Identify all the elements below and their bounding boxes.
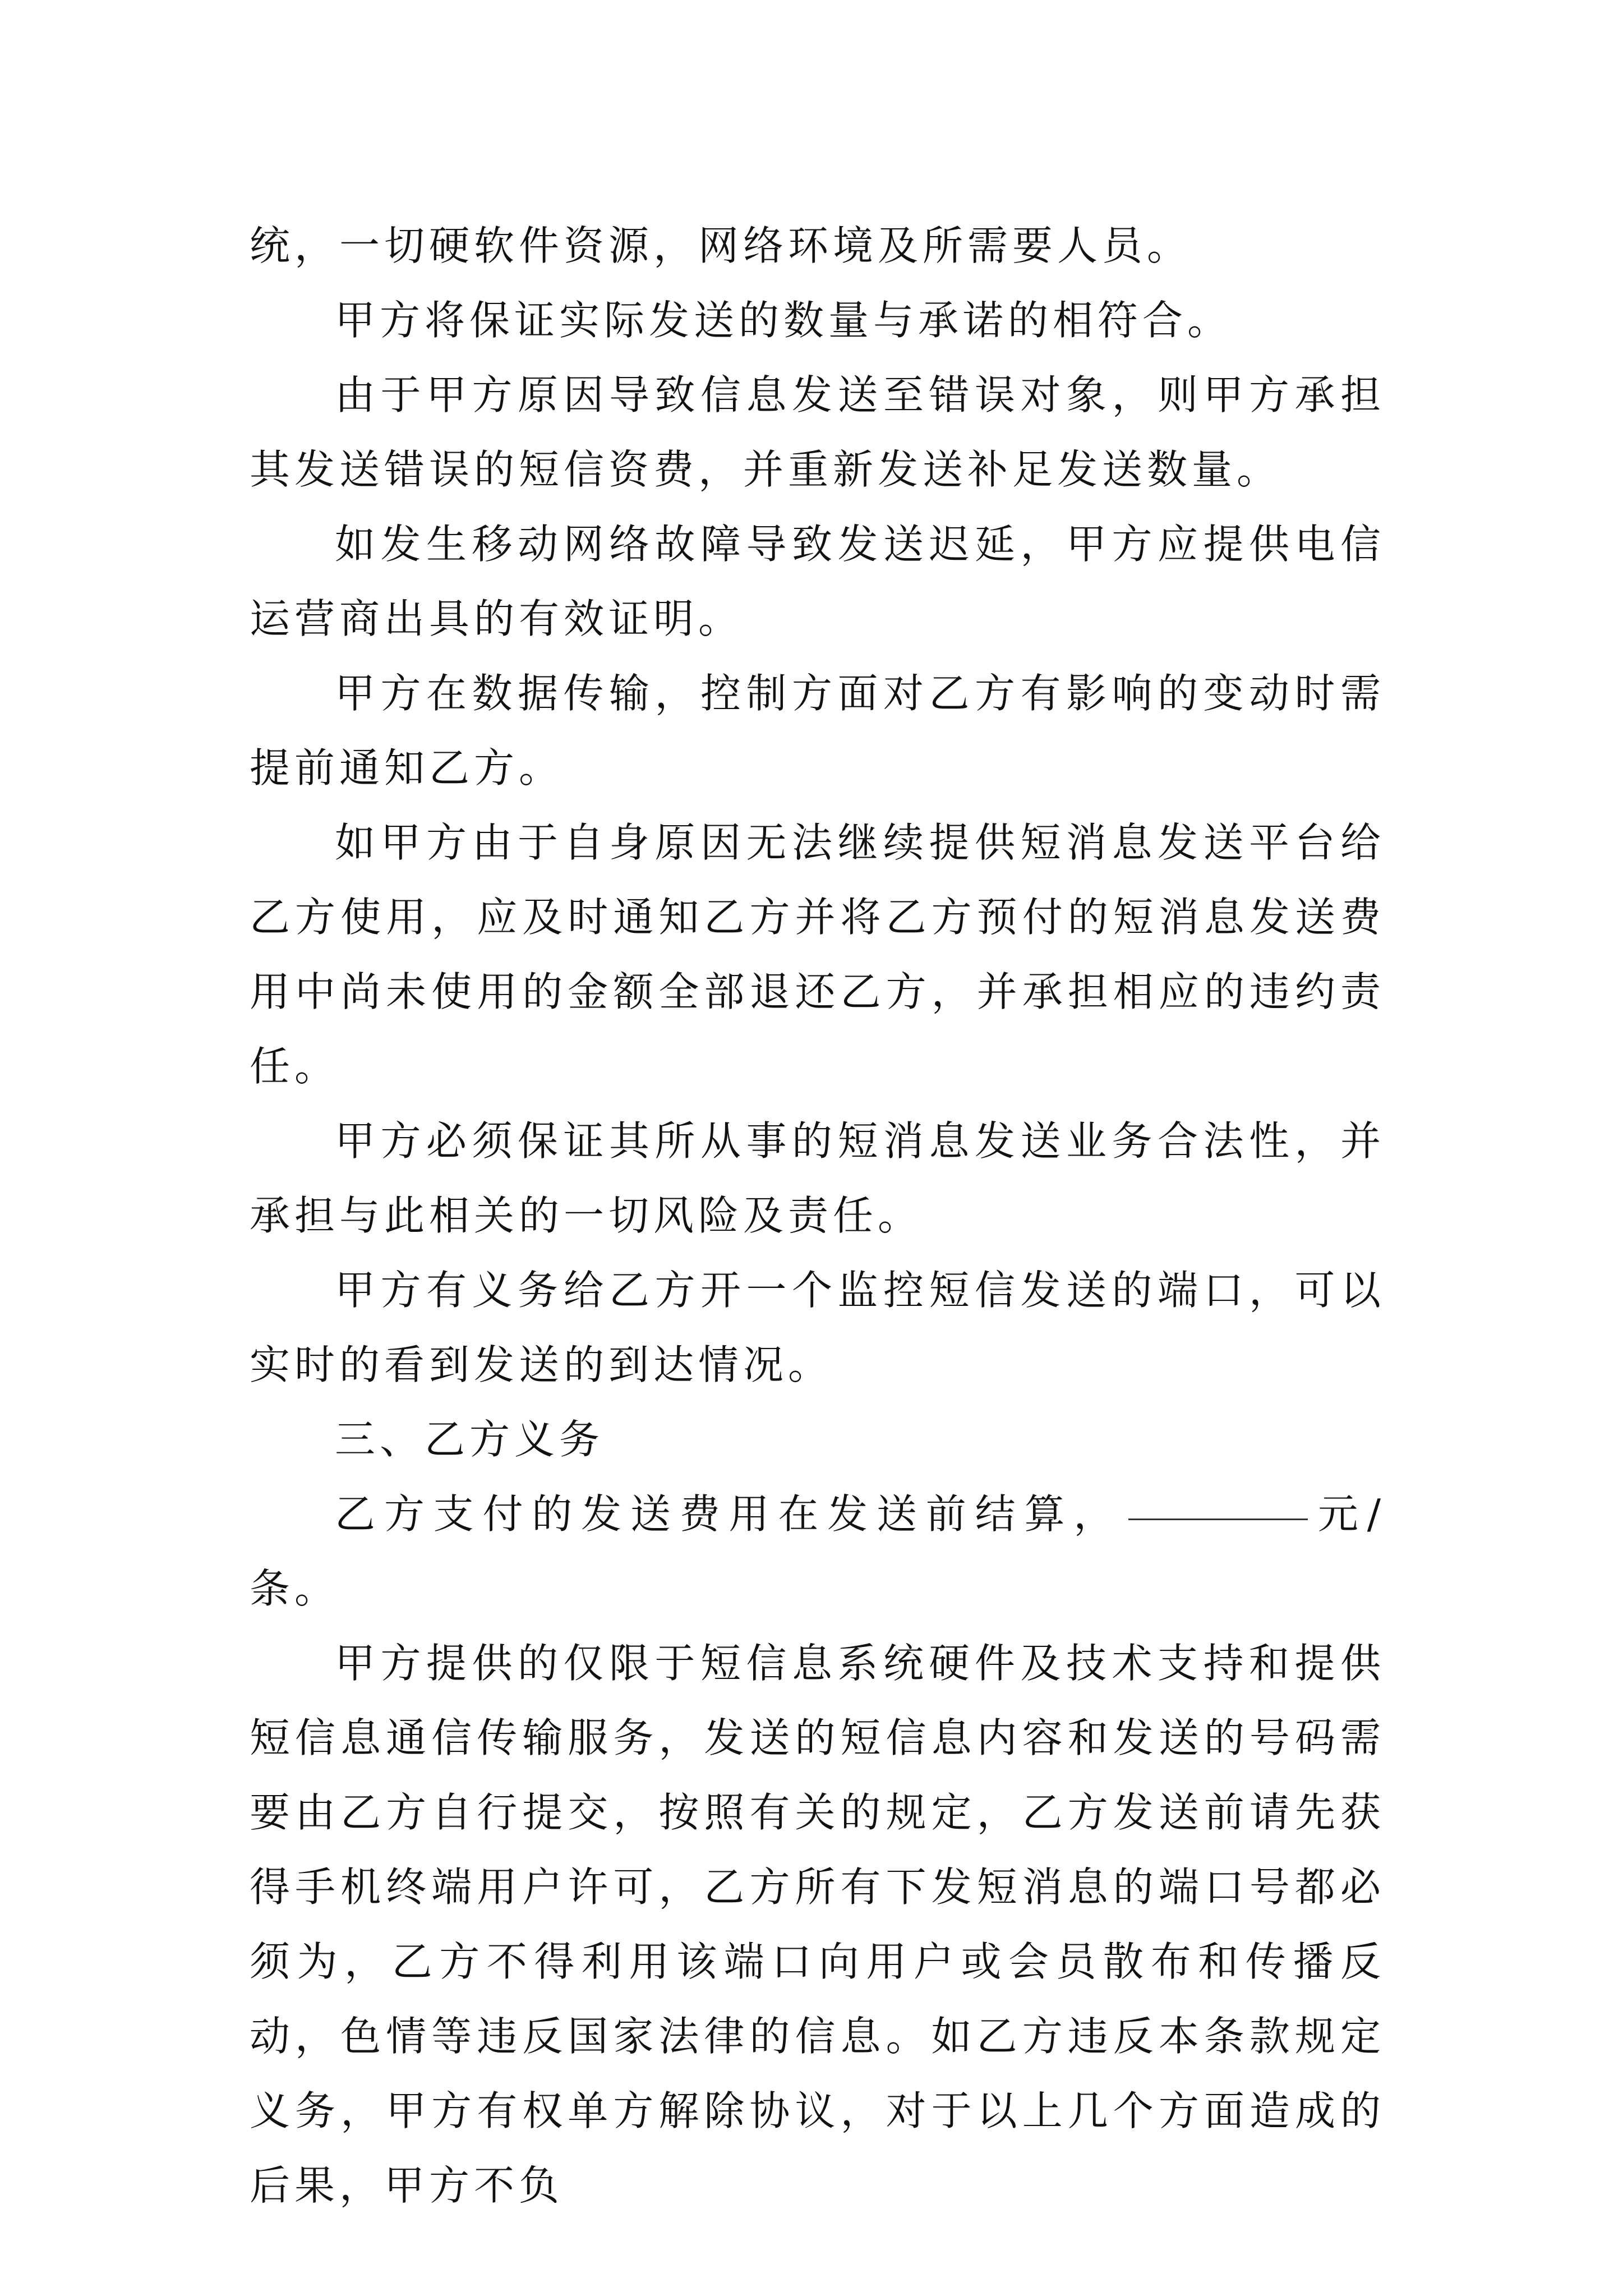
paragraph-network-failure: 如发生移动网络故障导致发送迟延，甲方应提供电信运营商出具的有效证明。 — [250, 521, 1385, 642]
price-blank-line — [1128, 1518, 1308, 1520]
paragraph-refund: 如甲方由于自身原因无法继续提供短消息发送平台给乙方使用，应及时通知乙方并将乙方预付的短消息发送费用中尚未使用的金额全部退还乙方，并承担相应的违约责任。 — [250, 819, 1385, 1090]
paragraph-quantity-guarantee: 甲方将保证实际发送的数量与承诺的相符合。 — [335, 297, 1233, 344]
paragraph-service-scope: 甲方提供的仅限于短信息系统硬件及技术支持和提供短信息通信传输服务，发送的短信息内容和发送的号码需要由乙方自行提交，按照有关的规定，乙方发送前请先获得手机终端用户许可，乙方所有下发短消息的端口号都必须为，乙方不得利用该端口向用户或会员散布和传播反动，色情等违反国家法律的信息。如乙方违反本条款规定义务，甲方有权单方解除协议，对于以上几个方面造成的后果，甲方不负 — [250, 1640, 1385, 2209]
payment-unit-text: 元/条。 — [250, 1490, 1385, 1612]
paragraph-payment-terms — [250, 1477, 1385, 1626]
paragraph-advance-notice: 甲方在数据传输，控制方面对乙方有影响的变动时需提前通知乙方。 — [250, 670, 1385, 792]
paragraph-legality: 甲方必须保证其所从事的短消息发送业务合法性，并承担与此相关的一切风险及责任。 — [250, 1117, 1385, 1239]
paragraph-continuation: 统，一切硬软件资源，网络环境及所需要人员。 — [250, 222, 1192, 269]
paragraph-monitor-port: 甲方有义务给乙方开一个监控短信发送的端口，可以实时的看到发送的到达情况。 — [250, 1267, 1385, 1388]
paragraph-wrong-recipient: 由于甲方原因导致信息发送至错误对象，则甲方承担其发送错误的短信资费，并重新发送补足发送数量。 — [250, 371, 1385, 493]
document-body — [250, 209, 1385, 2223]
section-heading-party-b-obligations: 三、乙方义务 — [335, 1416, 605, 1463]
payment-terms-text: 乙方支付的发送费用在发送前结算， — [335, 1490, 1123, 1538]
